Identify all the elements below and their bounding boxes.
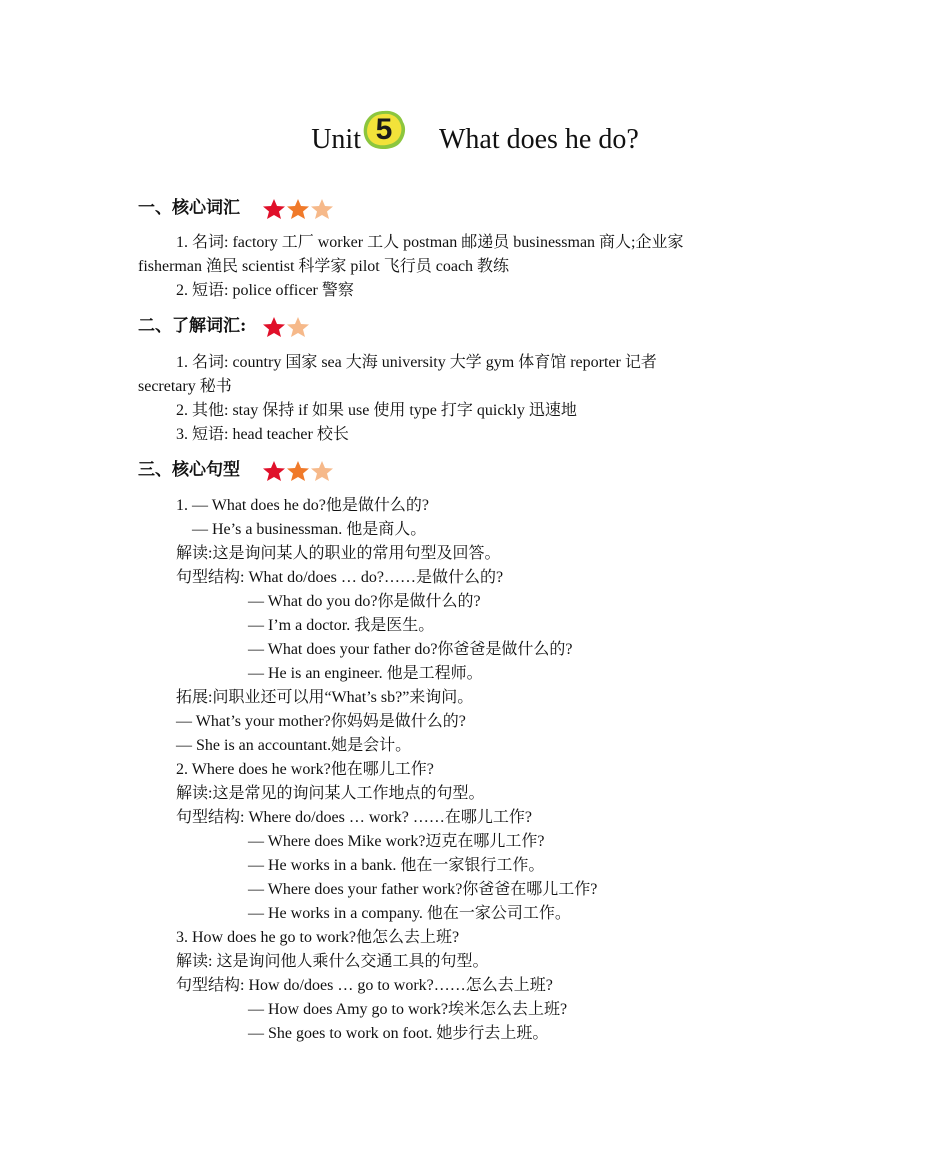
star-icon <box>286 460 310 482</box>
sentence-line: 拓展:问职业还可以用“What’s sb?”来询问。 <box>176 689 474 706</box>
sentence-line: — He is an engineer. 他是工程师。 <box>248 665 483 682</box>
sentence-line: — I’m a doctor. 我是医生。 <box>248 617 435 634</box>
difficulty-stars <box>262 458 334 484</box>
sentence-line: — Where does Mike work?迈克在哪儿工作? <box>248 833 545 850</box>
sentence-line: — What does your father do?你爸爸是做什么的? <box>248 641 573 658</box>
section-heading-text: 二、了解词汇: <box>138 316 247 336</box>
vocab-line: 1. 名词: country 国家 sea 大海 university 大学 gym 体育馆 reporter 记者 <box>176 354 657 371</box>
star-icon <box>262 198 286 220</box>
star-icon <box>310 198 334 220</box>
sentence-line: 句型结构: How do/does … go to work?……怎么去上班? <box>176 977 553 994</box>
vocab-line: 2. 其他: stay 保持 if 如果 use 使用 type 打字 quickly 迅速地 <box>176 402 577 419</box>
sentence-line: 句型结构: What do/does … do?……是做什么的? <box>176 569 504 586</box>
unit-number-badge-icon <box>361 108 407 152</box>
star-icon <box>310 460 334 482</box>
sentence-line: — How does Amy go to work?埃米怎么去上班? <box>248 1001 568 1018</box>
unit-word: Unit <box>311 123 361 155</box>
sentence-line: — He’s a businessman. 他是商人。 <box>192 521 427 538</box>
vocab-line: secretary 秘书 <box>138 378 232 395</box>
unit-number: 5 <box>375 112 393 146</box>
vocab-line: 3. 短语: head teacher 校长 <box>176 426 349 443</box>
sentence-line: 解读: 这是询问他人乘什么交通工具的句型。 <box>176 953 489 970</box>
difficulty-stars <box>262 314 310 340</box>
section-heading-core-sentences <box>138 457 334 483</box>
star-icon <box>286 316 310 338</box>
page-title <box>0 108 950 168</box>
star-icon <box>262 316 286 338</box>
sentence-line: — What do you do?你是做什么的? <box>248 593 481 610</box>
sentence-line: — She is an accountant.她是会计。 <box>176 737 412 754</box>
sentence-line: — Where does your father work?你爸爸在哪儿工作? <box>248 881 598 898</box>
section-heading-core-vocab <box>138 195 334 221</box>
star-icon <box>262 460 286 482</box>
section-heading-known-vocab <box>138 313 310 339</box>
sentence-line: — He works in a company. 他在一家公司工作。 <box>248 905 571 922</box>
section-heading-text: 三、核心句型 <box>138 460 240 480</box>
unit-title-text: What does he do? <box>438 123 639 155</box>
sentence-line: 句型结构: Where do/does … work? ……在哪儿工作? <box>176 809 532 826</box>
sentence-line: — What’s your mother?你妈妈是做什么的? <box>176 713 466 730</box>
sentence-line: 3. How does he go to work?他怎么去上班? <box>176 929 460 946</box>
difficulty-stars <box>262 196 334 222</box>
star-icon <box>286 198 310 220</box>
sentence-line: 1. — What does he do?他是做什么的? <box>176 497 429 514</box>
sentence-line: 2. Where does he work?他在哪儿工作? <box>176 761 434 778</box>
vocab-line: 1. 名词: factory 工厂 worker 工人 postman 邮递员 businessman 商人;企业家 <box>176 234 684 251</box>
vocab-line: fisherman 渔民 scientist 科学家 pilot 飞行员 coach 教练 <box>138 258 510 275</box>
sentence-line: — He works in a bank. 他在一家银行工作。 <box>248 857 545 874</box>
sentence-line: 解读:这是常见的询问某人工作地点的句型。 <box>176 785 485 802</box>
vocab-line: 2. 短语: police officer 警察 <box>176 282 354 299</box>
sentence-line: 解读:这是询问某人的职业的常用句型及回答。 <box>176 545 501 562</box>
sentence-line: — She goes to work on foot. 她步行去上班。 <box>248 1025 549 1042</box>
section-heading-text: 一、核心词汇 <box>138 198 240 218</box>
